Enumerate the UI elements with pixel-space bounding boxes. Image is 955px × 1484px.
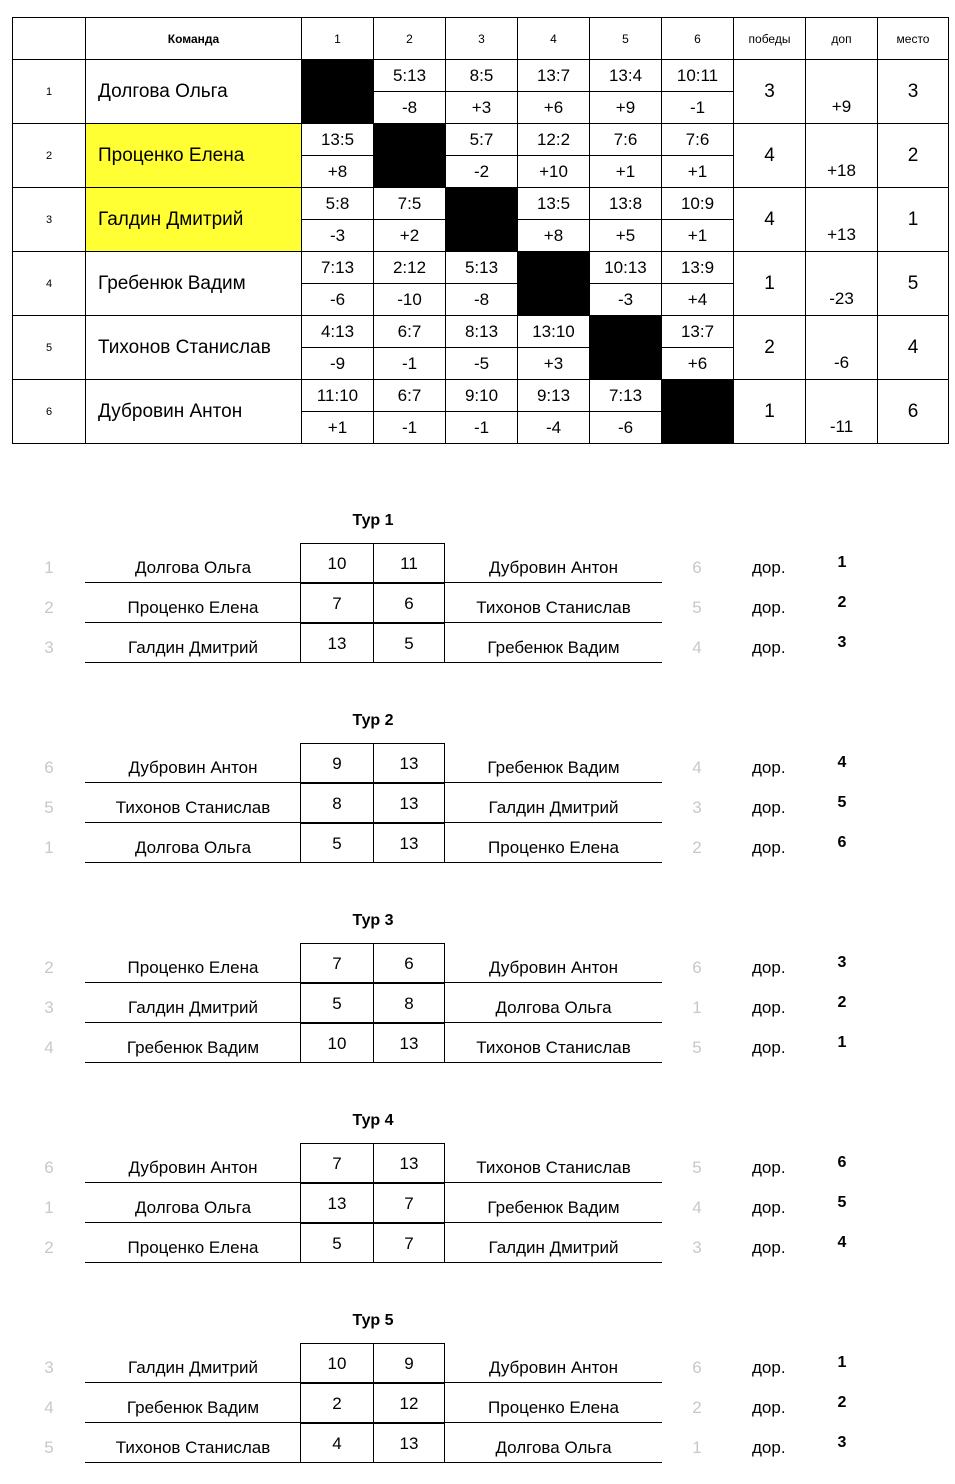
header-col-6: 6	[662, 18, 734, 60]
round-title: Тур 3	[352, 912, 394, 929]
round-block	[0, 1312, 955, 1482]
right-seed: 4	[692, 1198, 702, 1217]
score-boxes	[300, 943, 445, 983]
left-team: Проценко Елена	[127, 598, 259, 617]
court-number: 1	[837, 1354, 847, 1371]
match-diff: -1	[662, 92, 734, 124]
right-score: 8	[404, 994, 414, 1013]
match-score: 7:13	[302, 252, 374, 284]
match-score: 10:13	[590, 252, 662, 284]
header-col-3: 3	[446, 18, 518, 60]
left-score: 10	[301, 544, 374, 582]
right-seed: 3	[692, 1238, 702, 1257]
right-seed: 6	[692, 1358, 702, 1377]
place-value: 1	[878, 188, 949, 252]
right-team: Гребенюк Вадим	[487, 1198, 620, 1217]
score-boxes	[300, 1343, 445, 1383]
blocked-cell	[662, 380, 734, 444]
match-score: 7:5	[374, 188, 446, 220]
match-diff: +1	[590, 156, 662, 188]
left-team: Проценко Елена	[127, 1238, 259, 1257]
header-dop: доп	[806, 18, 878, 60]
match-diff: +6	[662, 348, 734, 380]
match-score: 5:13	[446, 252, 518, 284]
court-number: 6	[837, 1154, 847, 1171]
left-score: 7	[301, 584, 374, 622]
match-score: 10:9	[662, 188, 734, 220]
left-score: 13	[301, 624, 374, 662]
standings-row	[13, 124, 949, 156]
court-label: дор.	[752, 998, 786, 1017]
dop-value: +13	[806, 220, 878, 252]
wins-count: 2	[734, 316, 806, 380]
dop-empty	[806, 60, 878, 92]
court-label: дор.	[752, 1158, 786, 1177]
match-score: 13:9	[662, 252, 734, 284]
right-score: 13	[399, 1154, 419, 1173]
dop-value: +9	[806, 92, 878, 124]
right-seed: 6	[692, 558, 702, 577]
match-row	[0, 983, 955, 1023]
match-row	[0, 1143, 955, 1183]
court-number: 3	[837, 954, 847, 971]
right-seed: 2	[692, 838, 702, 857]
right-team: Гребенюк Вадим	[487, 638, 620, 657]
dop-value: -23	[806, 284, 878, 316]
wins-count: 3	[734, 60, 806, 124]
court-number: 4	[837, 754, 847, 771]
left-seed: 4	[44, 1038, 54, 1057]
right-team: Гребенюк Вадим	[487, 758, 620, 777]
standings-row	[13, 60, 949, 92]
right-team: Дубровин Антон	[488, 958, 619, 977]
team-name: Галдин Дмитрий	[86, 188, 302, 252]
right-score: 13	[399, 794, 419, 813]
court-number: 4	[837, 1234, 847, 1251]
match-diff: -2	[446, 156, 518, 188]
left-seed: 2	[44, 1238, 54, 1257]
right-score: 13	[399, 754, 419, 773]
match-diff: -5	[446, 348, 518, 380]
match-diff: +1	[662, 156, 734, 188]
round-title: Тур 2	[352, 712, 394, 729]
right-team: Дубровин Антон	[488, 1358, 619, 1377]
match-diff: -1	[374, 348, 446, 380]
court-label: дор.	[752, 1238, 786, 1257]
match-row	[0, 583, 955, 623]
left-seed: 3	[44, 998, 54, 1017]
match-diff: +1	[662, 220, 734, 252]
court-number: 5	[837, 1194, 847, 1211]
match-diff: +4	[662, 284, 734, 316]
right-team: Тихонов Станислав	[476, 1038, 631, 1057]
left-underline	[85, 1262, 301, 1263]
row-index: 6	[13, 380, 86, 444]
left-score: 2	[301, 1384, 374, 1422]
left-team: Дубровин Антон	[128, 1158, 258, 1177]
place-value: 3	[878, 60, 949, 124]
dop-value: -11	[806, 412, 878, 444]
left-score: 10	[301, 1344, 374, 1382]
header-place: место	[878, 18, 949, 60]
wins-count: 4	[734, 124, 806, 188]
left-score: 7	[301, 1144, 374, 1182]
match-score: 8:5	[446, 60, 518, 92]
left-seed: 3	[44, 638, 54, 657]
match-score: 5:13	[374, 60, 446, 92]
right-underline	[445, 1262, 662, 1263]
match-diff: -6	[590, 412, 662, 444]
row-index: 1	[13, 60, 86, 124]
blocked-cell	[374, 124, 446, 188]
team-name: Проценко Елена	[86, 124, 302, 188]
left-underline	[85, 862, 301, 863]
match-score: 13:7	[518, 60, 590, 92]
left-team: Долгова Ольга	[134, 1198, 252, 1217]
wins-count: 4	[734, 188, 806, 252]
score-boxes	[300, 743, 445, 783]
left-underline	[85, 1062, 301, 1063]
right-seed: 1	[692, 1438, 702, 1457]
left-team: Долгова Ольга	[134, 838, 252, 857]
right-score: 13	[399, 834, 419, 853]
left-team: Проценко Елена	[127, 958, 259, 977]
court-label: дор.	[752, 558, 786, 577]
dop-empty	[806, 124, 878, 156]
right-underline	[445, 1462, 662, 1463]
header-col-5: 5	[590, 18, 662, 60]
match-diff: -8	[446, 284, 518, 316]
left-score: 7	[301, 944, 374, 982]
match-diff: +2	[374, 220, 446, 252]
blocked-cell	[590, 316, 662, 380]
right-team: Долгова Ольга	[495, 998, 612, 1017]
left-seed: 3	[44, 1358, 54, 1377]
match-row	[0, 543, 955, 583]
left-seed: 4	[44, 1398, 54, 1417]
score-boxes	[300, 1383, 445, 1423]
header-wins: победы	[734, 18, 806, 60]
match-score: 7:6	[590, 124, 662, 156]
match-score: 4:13	[302, 316, 374, 348]
right-score: 5	[404, 634, 414, 653]
match-score: 6:7	[374, 380, 446, 412]
match-score: 13:7	[662, 316, 734, 348]
standings-table	[12, 17, 949, 444]
left-seed: 2	[44, 958, 54, 977]
left-score: 8	[301, 784, 374, 822]
left-team: Долгова Ольга	[134, 558, 252, 577]
wins-count: 1	[734, 252, 806, 316]
match-diff: -3	[302, 220, 374, 252]
left-score: 10	[301, 1024, 374, 1062]
score-boxes	[300, 623, 445, 663]
court-number: 1	[837, 1034, 847, 1051]
right-underline	[445, 662, 662, 663]
court-number: 1	[837, 554, 847, 571]
match-score: 13:5	[518, 188, 590, 220]
match-row	[0, 1383, 955, 1423]
row-index: 4	[13, 252, 86, 316]
left-seed: 5	[44, 798, 54, 817]
right-score: 7	[404, 1234, 414, 1253]
wins-count: 1	[734, 380, 806, 444]
blocked-cell	[446, 188, 518, 252]
left-team: Галдин Дмитрий	[127, 1358, 259, 1377]
right-team: Галдин Дмитрий	[488, 1238, 619, 1257]
left-score: 9	[301, 744, 374, 782]
score-boxes	[300, 583, 445, 623]
match-score: 7:13	[590, 380, 662, 412]
match-score: 13:4	[590, 60, 662, 92]
right-team: Тихонов Станислав	[476, 598, 631, 617]
score-boxes	[300, 783, 445, 823]
right-score: 6	[404, 594, 414, 613]
left-seed: 6	[44, 1158, 54, 1177]
match-row	[0, 1223, 955, 1263]
round-block	[0, 712, 955, 882]
standings-row	[13, 316, 949, 348]
court-label: дор.	[752, 838, 786, 857]
left-team: Гребенюк Вадим	[126, 1038, 260, 1057]
right-seed: 1	[692, 998, 702, 1017]
court-label: дор.	[752, 598, 786, 617]
left-team: Гребенюк Вадим	[126, 1398, 260, 1417]
right-team: Тихонов Станислав	[476, 1158, 631, 1177]
match-score: 12:2	[518, 124, 590, 156]
match-score: 13:5	[302, 124, 374, 156]
header-col-1: 1	[302, 18, 374, 60]
left-team: Галдин Дмитрий	[127, 998, 259, 1017]
match-diff: -3	[590, 284, 662, 316]
court-number: 2	[837, 994, 847, 1011]
match-score: 9:13	[518, 380, 590, 412]
row-index: 2	[13, 124, 86, 188]
score-boxes	[300, 543, 445, 583]
right-score: 13	[399, 1434, 419, 1453]
court-label: дор.	[752, 638, 786, 657]
left-seed: 5	[44, 1438, 54, 1457]
right-underline	[445, 1062, 662, 1063]
left-underline	[85, 662, 301, 663]
match-diff: +1	[302, 412, 374, 444]
score-boxes	[300, 1143, 445, 1183]
match-diff: +6	[518, 92, 590, 124]
dop-empty	[806, 316, 878, 348]
right-seed: 4	[692, 758, 702, 777]
right-score: 6	[404, 954, 414, 973]
match-score: 9:10	[446, 380, 518, 412]
match-row	[0, 623, 955, 663]
left-team: Тихонов Станислав	[115, 798, 271, 817]
right-team: Проценко Елена	[488, 838, 619, 857]
blocked-cell	[302, 60, 374, 124]
match-row	[0, 783, 955, 823]
team-name: Дубровин Антон	[86, 380, 302, 444]
match-diff: +8	[302, 156, 374, 188]
match-diff: -4	[518, 412, 590, 444]
match-score: 7:6	[662, 124, 734, 156]
match-diff: -8	[374, 92, 446, 124]
court-number: 2	[837, 1394, 847, 1411]
dop-value: +18	[806, 156, 878, 188]
left-score: 4	[301, 1424, 374, 1462]
left-team: Дубровин Антон	[128, 758, 258, 777]
right-seed: 3	[692, 798, 702, 817]
team-name: Гребенюк Вадим	[86, 252, 302, 316]
right-score: 13	[399, 1034, 419, 1053]
match-row	[0, 1023, 955, 1063]
right-seed: 2	[692, 1398, 702, 1417]
left-seed: 1	[44, 558, 54, 577]
place-value: 6	[878, 380, 949, 444]
match-row	[0, 1343, 955, 1383]
match-row	[0, 823, 955, 863]
court-label: дор.	[752, 758, 786, 777]
team-name: Тихонов Станислав	[86, 316, 302, 380]
match-row	[0, 943, 955, 983]
match-diff: +5	[590, 220, 662, 252]
right-score: 12	[399, 1394, 419, 1413]
right-score: 11	[400, 554, 418, 573]
score-boxes	[300, 1023, 445, 1063]
score-boxes	[300, 823, 445, 863]
standings-row	[13, 380, 949, 412]
dop-empty	[806, 380, 878, 412]
right-score: 9	[404, 1354, 414, 1373]
round-block	[0, 512, 955, 682]
standings-header-row	[13, 18, 949, 60]
court-label: дор.	[752, 1398, 786, 1417]
court-number: 3	[837, 1434, 847, 1451]
header-team: Команда	[86, 18, 302, 60]
left-seed: 1	[44, 838, 54, 857]
match-score: 5:7	[446, 124, 518, 156]
match-score: 5:8	[302, 188, 374, 220]
left-seed: 2	[44, 598, 54, 617]
match-diff: +10	[518, 156, 590, 188]
court-label: дор.	[752, 1198, 786, 1217]
place-value: 4	[878, 316, 949, 380]
round-title: Тур 4	[352, 1112, 394, 1129]
header-col-4: 4	[518, 18, 590, 60]
blocked-cell	[518, 252, 590, 316]
left-team: Тихонов Станислав	[115, 1438, 271, 1457]
court-label: дор.	[752, 1358, 786, 1377]
left-score: 5	[301, 824, 374, 862]
match-score: 6:7	[374, 316, 446, 348]
team-name: Долгова Ольга	[86, 60, 302, 124]
right-seed: 5	[692, 1038, 702, 1057]
match-row	[0, 1423, 955, 1463]
right-team: Долгова Ольга	[495, 1438, 612, 1457]
match-diff: +9	[590, 92, 662, 124]
match-diff: -1	[374, 412, 446, 444]
score-boxes	[300, 1183, 445, 1223]
match-row	[0, 743, 955, 783]
left-score: 13	[301, 1184, 374, 1222]
round-block	[0, 912, 955, 1082]
court-number: 3	[837, 634, 847, 651]
right-seed: 4	[692, 638, 702, 657]
round-block	[0, 1112, 955, 1282]
match-score: 13:10	[518, 316, 590, 348]
match-diff: -9	[302, 348, 374, 380]
place-value: 2	[878, 124, 949, 188]
dop-value: -6	[806, 348, 878, 380]
court-number: 6	[837, 834, 847, 851]
court-number: 5	[837, 794, 847, 811]
standings-row	[13, 188, 949, 220]
court-number: 2	[837, 594, 847, 611]
round-title: Тур 5	[352, 1312, 394, 1329]
row-index: 3	[13, 188, 86, 252]
match-diff: -10	[374, 284, 446, 316]
standings-row	[13, 252, 949, 284]
left-score: 5	[301, 984, 374, 1022]
match-diff: -6	[302, 284, 374, 316]
court-label: дор.	[752, 798, 786, 817]
right-seed: 5	[692, 598, 702, 617]
round-title: Тур 1	[352, 512, 394, 529]
header-blank	[13, 18, 86, 60]
match-score: 2:12	[374, 252, 446, 284]
dop-empty	[806, 252, 878, 284]
match-diff: -1	[446, 412, 518, 444]
dop-empty	[806, 188, 878, 220]
score-boxes	[300, 1223, 445, 1263]
match-diff: +8	[518, 220, 590, 252]
left-underline	[85, 1462, 301, 1463]
left-seed: 6	[44, 758, 54, 777]
left-seed: 1	[44, 1198, 54, 1217]
place-value: 5	[878, 252, 949, 316]
match-score: 13:8	[590, 188, 662, 220]
right-team: Галдин Дмитрий	[488, 798, 619, 817]
row-index: 5	[13, 316, 86, 380]
right-team: Проценко Елена	[488, 1398, 619, 1417]
match-row	[0, 1183, 955, 1223]
match-score: 10:11	[662, 60, 734, 92]
score-boxes	[300, 1423, 445, 1463]
court-label: дор.	[752, 1438, 786, 1457]
score-boxes	[300, 983, 445, 1023]
right-seed: 6	[692, 958, 702, 977]
left-team: Галдин Дмитрий	[127, 638, 259, 657]
header-col-2: 2	[374, 18, 446, 60]
match-score: 8:13	[446, 316, 518, 348]
court-label: дор.	[752, 958, 786, 977]
right-seed: 5	[692, 1158, 702, 1177]
match-diff: +3	[446, 92, 518, 124]
court-label: дор.	[752, 1038, 786, 1057]
match-score: 11:10	[302, 380, 374, 412]
right-team: Дубровин Антон	[488, 558, 619, 577]
match-diff: +3	[518, 348, 590, 380]
left-score: 5	[301, 1224, 374, 1262]
right-score: 7	[404, 1194, 414, 1213]
right-underline	[445, 862, 662, 863]
